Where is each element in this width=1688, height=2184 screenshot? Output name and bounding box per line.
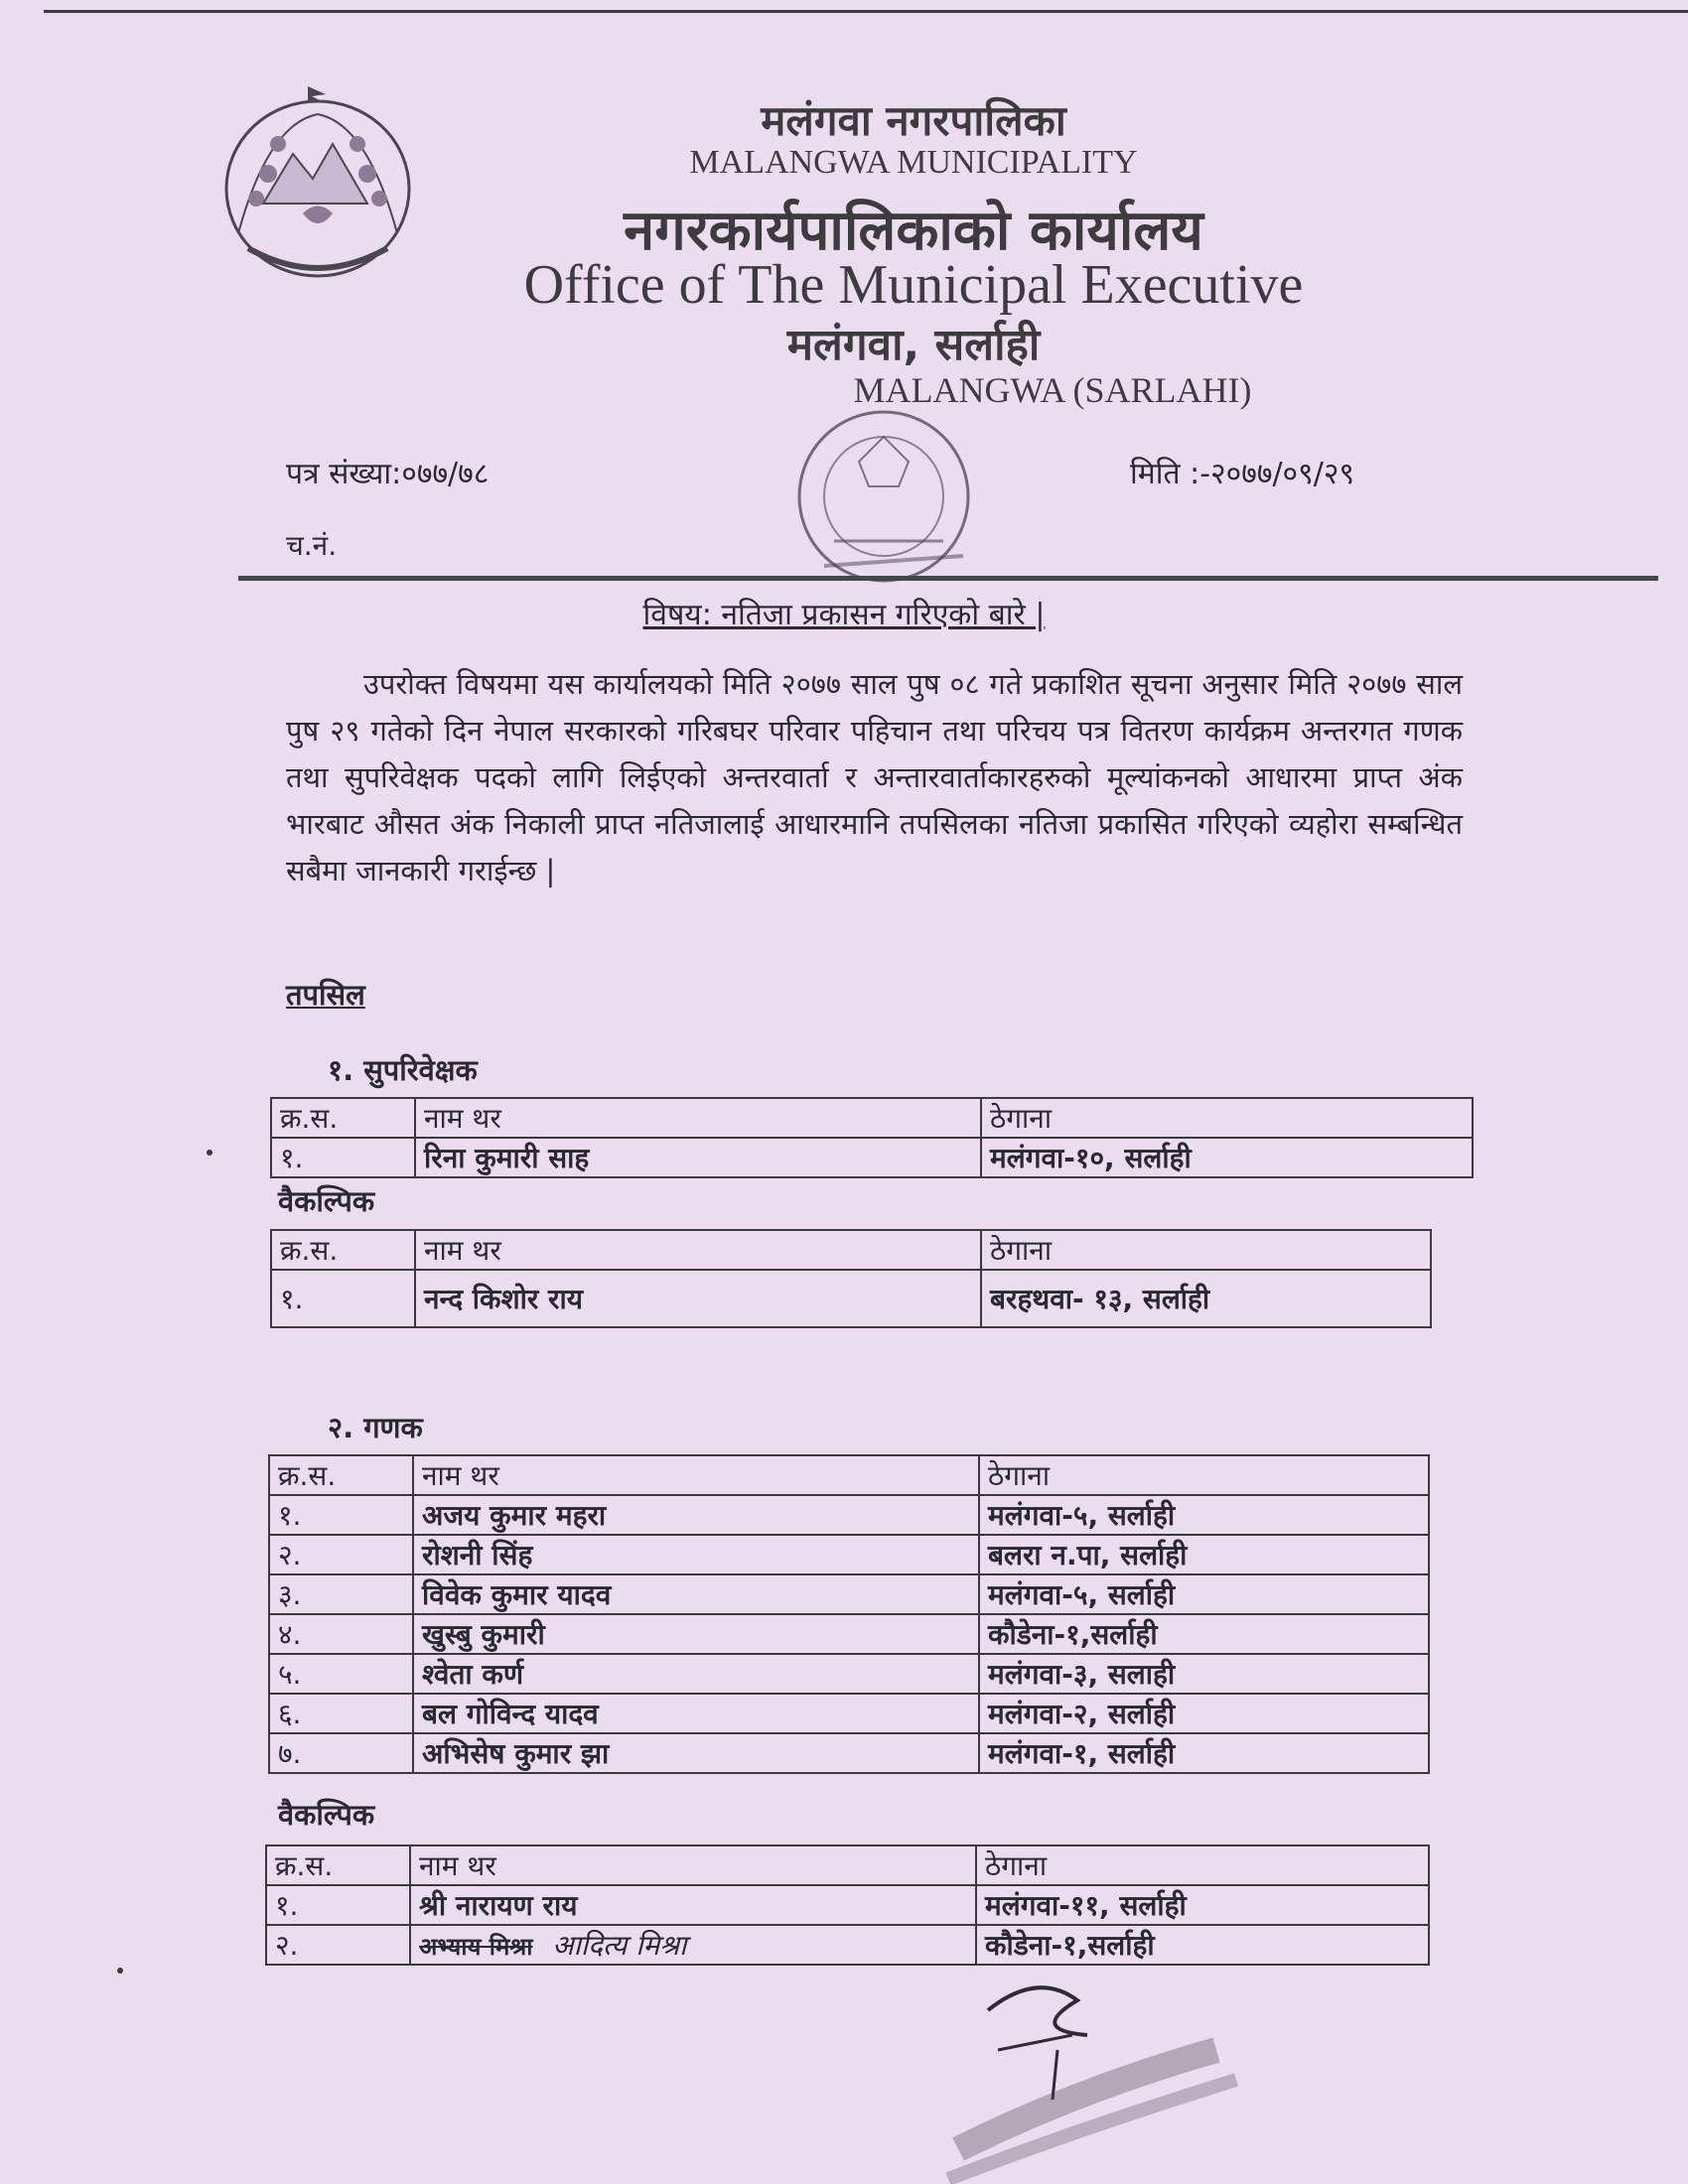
row-name: बल गोविन्द यादव bbox=[413, 1694, 979, 1733]
row-name: विवेक कुमार यादव bbox=[413, 1574, 979, 1614]
column-header-sn: क्र.स. bbox=[269, 1455, 413, 1495]
row-sn: १. bbox=[266, 1885, 410, 1925]
row-name: श्री नारायण राय bbox=[410, 1885, 976, 1925]
row-address: मलंगवा-३, सलाही bbox=[979, 1654, 1429, 1694]
row-sn: ६. bbox=[269, 1694, 413, 1733]
row-name: रोशनी सिंह bbox=[413, 1535, 979, 1574]
table-row bbox=[269, 1495, 1429, 1535]
row-sn: १. bbox=[271, 1270, 415, 1327]
table-row bbox=[269, 1654, 1429, 1694]
row-address: मलंगवा-१०, सर्लाही bbox=[981, 1138, 1473, 1177]
column-header-name: नाम थर bbox=[415, 1230, 981, 1270]
struck-name: अभ्याय मिश्रा bbox=[419, 1933, 533, 1961]
table-row bbox=[269, 1614, 1429, 1654]
office-name-nepali: नगरकार्यपालिकाको कार्यालय bbox=[624, 199, 1203, 263]
row-name: रिना कुमारी साह bbox=[415, 1138, 981, 1177]
column-header-address: ठेगाना bbox=[981, 1098, 1473, 1138]
row-address: मलंगवा-१, सर्लाही bbox=[979, 1733, 1429, 1773]
municipality-name-english: MALANGWA MUNICIPALITY bbox=[689, 144, 1138, 181]
header-divider bbox=[238, 576, 1658, 581]
column-header-name: नाम थर bbox=[413, 1455, 979, 1495]
letter-subject: विषय: नतिजा प्रकासन गरिएको बारे | bbox=[642, 598, 1046, 632]
row-name: श्वेता कर्ण bbox=[413, 1654, 979, 1694]
column-header-sn: क्र.स. bbox=[271, 1230, 415, 1270]
page-top-edge bbox=[44, 10, 1688, 13]
table-row bbox=[269, 1694, 1429, 1733]
column-header-address: ठेगाना bbox=[981, 1230, 1431, 1270]
row-sn: ४. bbox=[269, 1614, 413, 1654]
table-row bbox=[269, 1574, 1429, 1614]
column-header-name: नाम थर bbox=[415, 1098, 981, 1138]
supervisor-alternate-table bbox=[270, 1229, 1432, 1328]
row-address: कौडेना-१,सर्लाही bbox=[979, 1614, 1429, 1654]
row-sn: २. bbox=[266, 1925, 410, 1965]
table-header-row bbox=[266, 1845, 1429, 1885]
row-sn: ७. bbox=[269, 1733, 413, 1773]
supervisor-selected-table bbox=[270, 1097, 1474, 1178]
table-header-row bbox=[269, 1455, 1429, 1495]
row-address: बरहथवा- १३, सर्लाही bbox=[981, 1270, 1431, 1327]
row-address: बलरा न.पा, सर्लाही bbox=[979, 1535, 1429, 1574]
row-sn: २. bbox=[269, 1535, 413, 1574]
signature-stamp-icon bbox=[928, 1941, 1256, 2184]
row-name bbox=[410, 1925, 976, 1965]
handwritten-correction: आदित्य मिश्रा bbox=[552, 1929, 687, 1962]
row-sn: ५. bbox=[269, 1654, 413, 1694]
column-header-address: ठेगाना bbox=[976, 1845, 1429, 1885]
row-address: मलंगवा-२, सर्लाही bbox=[979, 1694, 1429, 1733]
section-title-supervisor: १. सुपरिवेक्षक bbox=[328, 1053, 478, 1087]
dispatch-number: च.नं. bbox=[286, 529, 338, 562]
office-name-english: Office of The Municipal Executive bbox=[523, 254, 1304, 316]
table-row bbox=[271, 1270, 1431, 1327]
annex-title: तपसिल bbox=[286, 978, 365, 1012]
column-header-name: नाम थर bbox=[410, 1845, 976, 1885]
letter-date: मिति :-२०७७/०९/२९ bbox=[1130, 457, 1355, 491]
municipality-name-nepali: मलंगवा नगरपालिका bbox=[761, 96, 1066, 145]
column-header-sn: क्र.स. bbox=[271, 1098, 415, 1138]
table-header-row bbox=[271, 1098, 1473, 1138]
letter-body: उपरोक्त विषयमा यस कार्यालयको मिति २०७७ साल पुष ०८ गते प्रकाशित सूचना अनुसार मिति २०७७ साल पुष २९ गतेको दिन नेपाल सरकारको गरिबघर परिवार पहिचान तथा परिचय पत्र वितरण कार्यक्रम अन्तरगत गणक तथा सुपरिवेक्षक पदको लागि लिईएको अन्तरवार्ता र अन्तारवार्ताकारहरुको मूल्यांकनको आधारमा प्राप्त अंक भारबाट औसत अंक निकाली प्राप्त नतिजालाई आधारमानि तपसिलका नतिजा प्रकासित गरिएको व्यहोरा सम्बन्धित सबैमा जानकारी गराईन्छ | bbox=[286, 667, 1463, 887]
row-address: मलंगवा-५, सर्लाही bbox=[979, 1574, 1429, 1614]
row-name: खुस्बु कुमारी bbox=[413, 1614, 979, 1654]
row-name: नन्द किशोर राय bbox=[415, 1270, 981, 1327]
location-english: MALANGWA (SARLAHI) bbox=[853, 370, 1252, 410]
enumerator-selected-table bbox=[268, 1454, 1430, 1774]
column-header-address: ठेगाना bbox=[979, 1455, 1429, 1495]
office-seal-icon bbox=[765, 392, 1013, 601]
alternate-title-supervisor: वैकल्पिक bbox=[278, 1184, 375, 1218]
column-header-sn: क्र.स. bbox=[266, 1845, 410, 1885]
row-sn: १. bbox=[269, 1495, 413, 1535]
row-address: मलंगवा-११, सर्लाही bbox=[976, 1885, 1429, 1925]
margin-mark bbox=[207, 1150, 212, 1156]
reference-number: पत्र संख्या:०७७/७८ bbox=[286, 457, 490, 491]
row-address: कौडेना-१,सर्लाही bbox=[976, 1925, 1429, 1965]
table-row bbox=[266, 1885, 1429, 1925]
row-sn: १. bbox=[271, 1138, 415, 1177]
table-row bbox=[271, 1138, 1473, 1177]
row-name: अभिसेष कुमार झा bbox=[413, 1733, 979, 1773]
alternate-title-enumerator: वैकल्पिक bbox=[278, 1798, 375, 1832]
row-address: मलंगवा-५, सर्लाही bbox=[979, 1495, 1429, 1535]
table-header-row bbox=[271, 1230, 1431, 1270]
section-title-enumerator: २. गणक bbox=[328, 1411, 423, 1444]
row-name: अजय कुमार महरा bbox=[413, 1495, 979, 1535]
table-row bbox=[269, 1535, 1429, 1574]
location-nepali: मलंगवा, सर्लाही bbox=[786, 320, 1041, 370]
table-row bbox=[269, 1733, 1429, 1773]
row-sn: ३. bbox=[269, 1574, 413, 1614]
margin-mark bbox=[117, 1968, 123, 1974]
